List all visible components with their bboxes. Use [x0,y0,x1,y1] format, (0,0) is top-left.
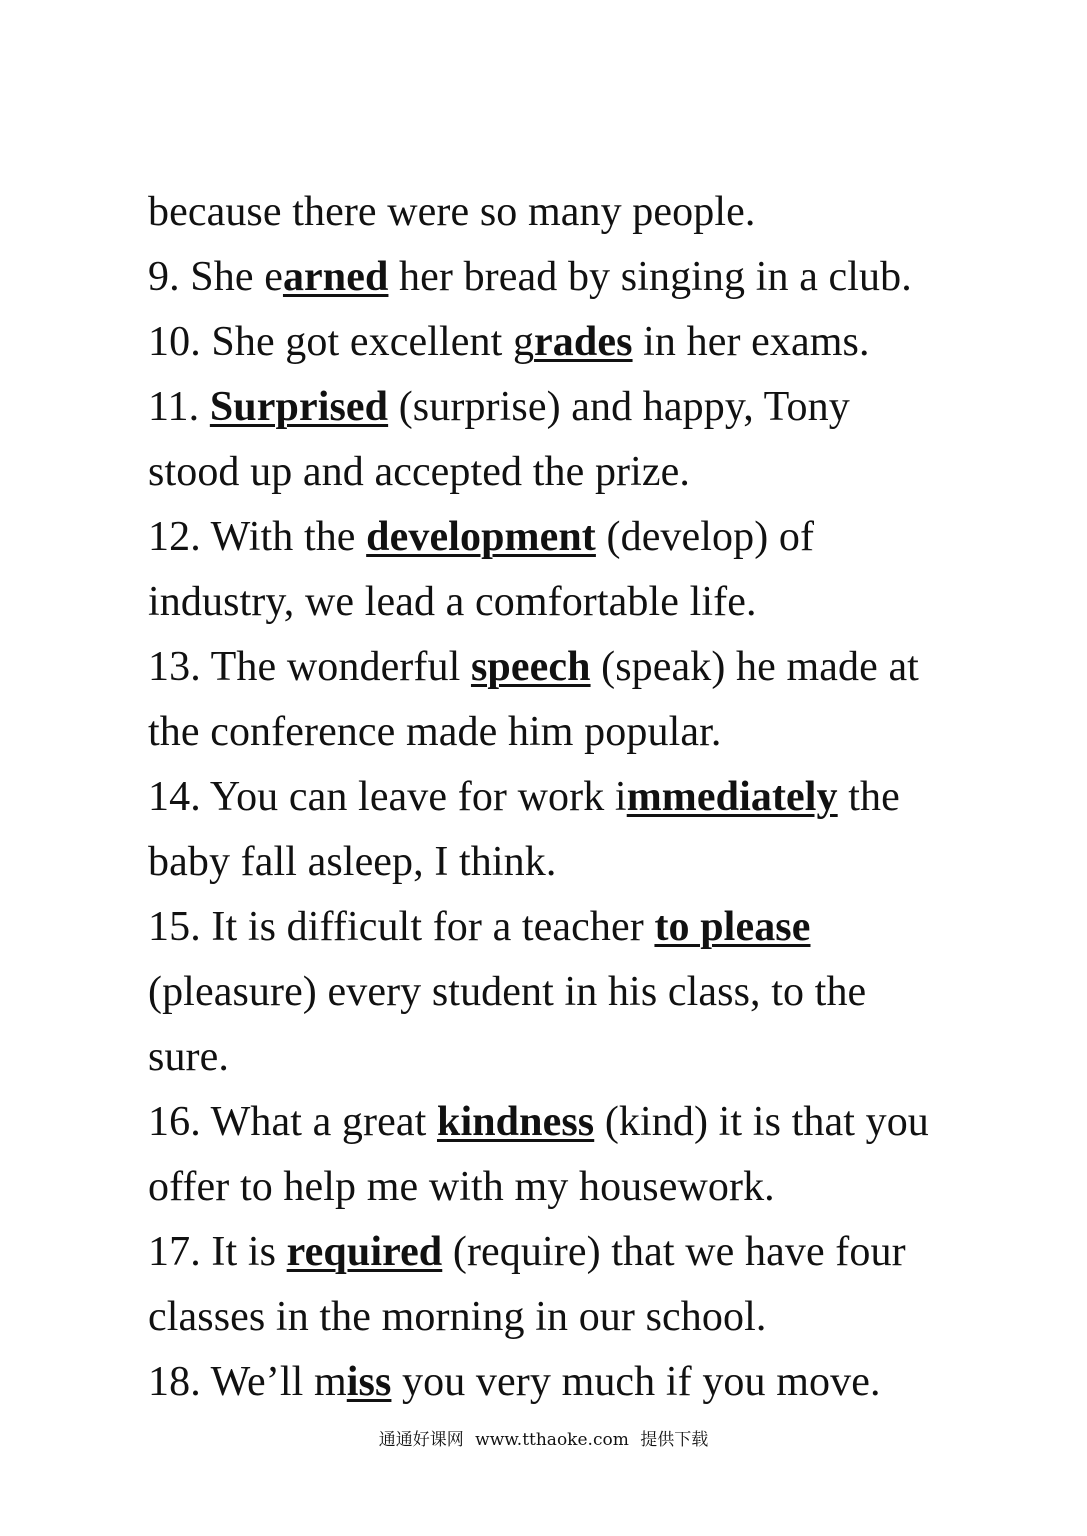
line-text: 13. The wonderful [148,644,471,690]
line-text: 12. With the [148,514,367,560]
page-footer [0,1425,1087,1450]
line-text: 18. We’ll m [148,1359,347,1405]
answer-word: rades [534,319,633,365]
text-line [148,765,1028,830]
line-text: in her exams. [632,319,870,365]
answer-word: Surprised [209,384,389,430]
text-line [148,895,1028,960]
text-line [148,1155,1028,1220]
line-text: 15. It is difficult for a teacher [148,904,655,950]
line-text: (require) that we have four [442,1229,906,1275]
answer-word: mmediately [626,774,838,820]
exercise-text [148,180,1028,1415]
text-line [148,570,1028,635]
line-text: (pleasure) every student in his class, to the [148,969,867,1015]
answer-word: iss [346,1359,392,1405]
line-text: the [837,774,900,820]
footer-site-name: 通通好课网 [378,1430,464,1450]
answer-word: to please [654,904,811,950]
line-text: offer to help me with my housework. [148,1164,775,1210]
line-text: industry, we lead a comfortable life. [148,579,757,625]
line-text: 11. [148,384,210,430]
line-text: sure. [148,1034,229,1080]
line-text: (develop) of [595,514,815,560]
line-text: 17. It is [148,1229,287,1275]
line-text: (kind) it is that you [594,1099,929,1145]
answer-word: speech [470,644,591,690]
answer-word: arned [282,254,389,300]
text-line [148,700,1028,765]
line-text: baby fall asleep, I think. [148,839,557,885]
text-line [148,1090,1028,1155]
text-line [148,960,1028,1025]
text-line [148,245,1028,310]
text-line [148,1025,1028,1090]
line-text: 10. She got excellent g [148,319,535,365]
text-line [148,635,1028,700]
text-line [148,1220,1028,1285]
line-text: her bread by singing in a club. [388,254,912,300]
text-line [148,830,1028,895]
line-text: (surprise) and happy, Tony [388,384,850,430]
footer-note: 提供下载 [640,1430,709,1450]
footer-url: www.tthaoke.com [475,1430,629,1450]
text-line [148,375,1028,440]
text-line [148,180,1028,245]
line-text: 14. You can leave for work i [148,774,627,820]
answer-word: development [366,514,596,560]
text-line [148,440,1028,505]
line-text: classes in the morning in our school. [148,1294,767,1340]
line-text: (speak) he made at [590,644,919,690]
answer-word: kindness [436,1099,595,1145]
line-text: 16. What a great [148,1099,437,1145]
line-text: stood up and accepted the prize. [148,449,690,495]
line-text: you very much if you move. [391,1359,881,1405]
line-text: because there were so many people. [148,189,756,235]
text-line [148,1285,1028,1350]
answer-word: required [286,1229,443,1275]
text-line [148,1350,1028,1415]
line-text: 9. She e [148,254,283,300]
line-text: the conference made him popular. [148,709,722,755]
text-line [148,505,1028,570]
text-line [148,310,1028,375]
